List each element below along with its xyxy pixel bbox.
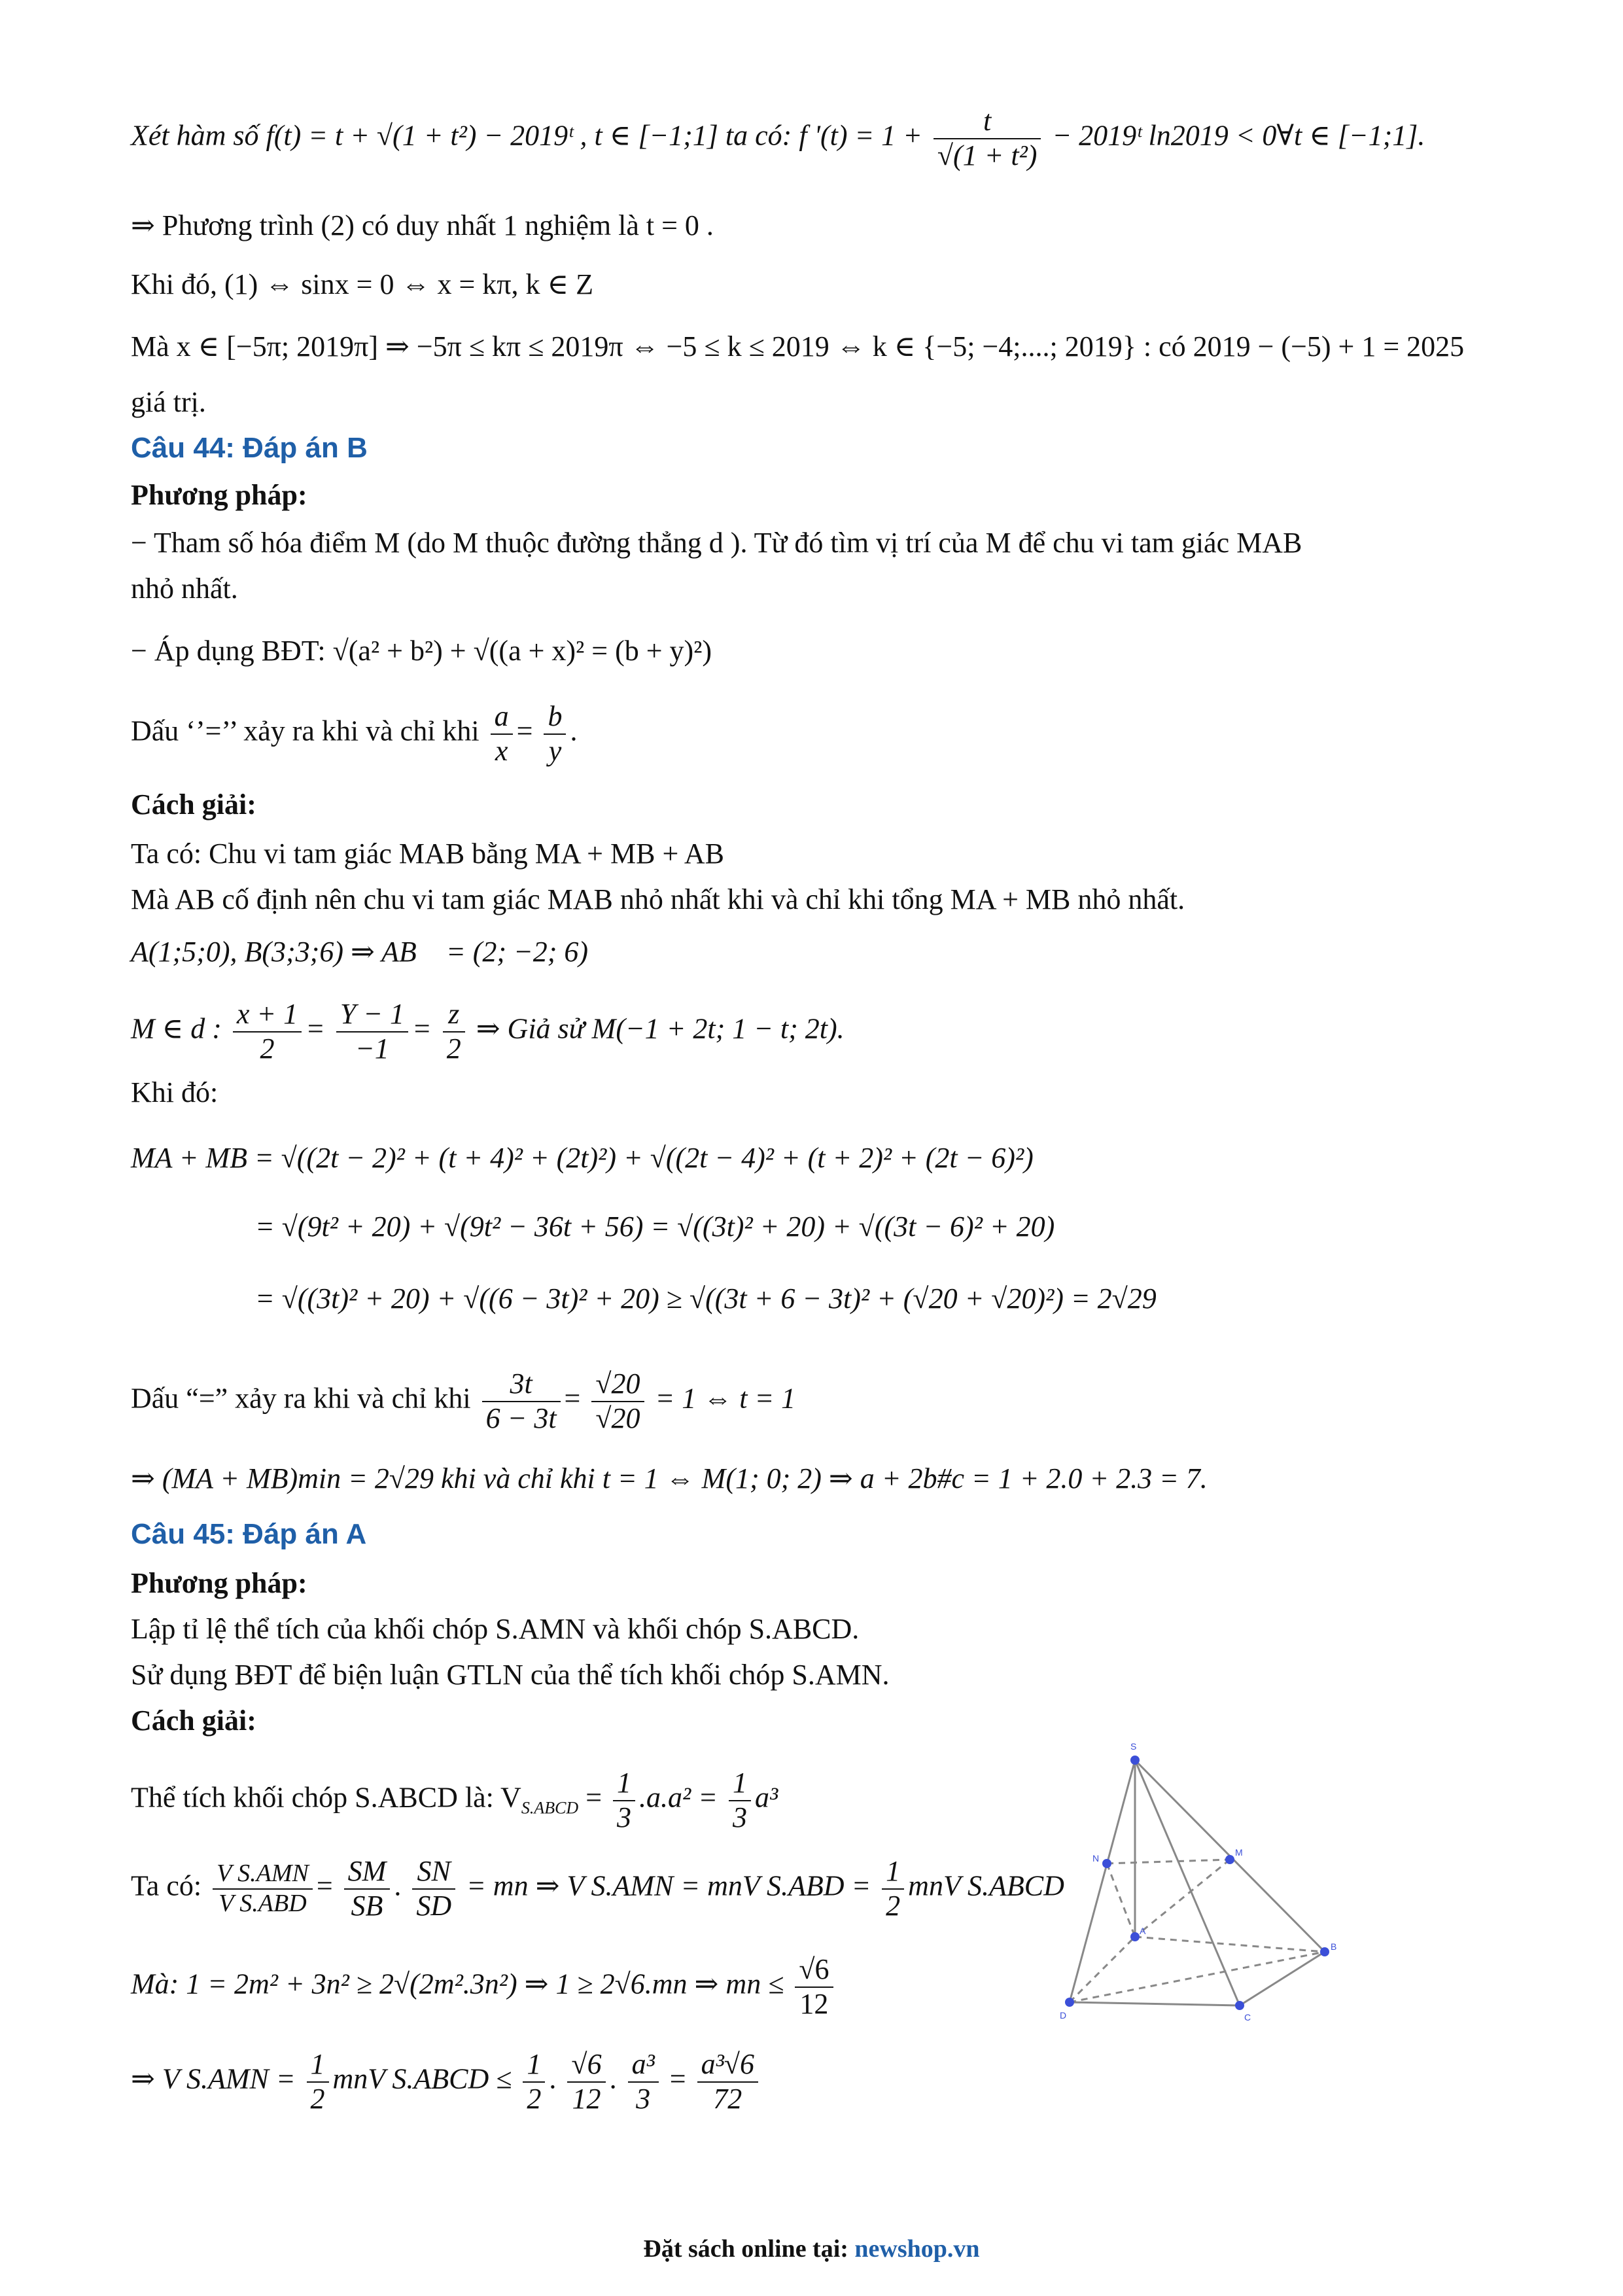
q45-s2-frac-3 bbox=[412, 1855, 455, 1922]
edge-NA bbox=[1107, 1863, 1135, 1937]
edge-NM bbox=[1107, 1860, 1230, 1863]
q45-s2-text: Ta có: bbox=[131, 1869, 202, 1902]
frac-num: Y − 1 bbox=[336, 998, 408, 1033]
q45-solution-4: ⇒ V S.AMN = $\frac{1}{2}$ mnV S.ABCD ≤ $\frac{1}{2}$ . $\frac{√6}{12}$ . $\frac{\text{a³}}{3}$ = $\frac{\text{a³√6}}{72}$ bbox=[131, 2048, 762, 2115]
label-M: M bbox=[1235, 1847, 1243, 1858]
q44-s9-text: Dấu “=” xảy ra khi và chỉ khi bbox=[131, 1382, 471, 1415]
q44-solution-5: Khi đó: bbox=[131, 1076, 218, 1108]
edge-SD bbox=[1070, 1760, 1135, 2002]
q44-solution-9: Dấu “=” xảy ra khi và chỉ khi $\frac{3t}{6 - 3t}$ = $\frac{√20}{√20}$ = 1 ⇔ t = 1 bbox=[131, 1368, 796, 1434]
frac-num: t bbox=[934, 105, 1041, 139]
q44-solution-2: Mà AB cố định nên chu vi tam giác MAB nhỏ nhất khi và chỉ khi tổng MA + MB nhỏ nhất. bbox=[131, 883, 1185, 915]
q44-s9-frac-1 bbox=[482, 1368, 561, 1435]
frac-num: x + 1 bbox=[233, 998, 302, 1033]
edge-DC bbox=[1070, 2002, 1240, 2005]
line-1 bbox=[131, 105, 1425, 172]
line-2: ⇒ Phương trình (2) có duy nhất 1 nghiệm là t = 0 . bbox=[131, 209, 714, 241]
frac-den: SB bbox=[351, 1889, 383, 1922]
q45-s1-text: Thể tích khối chóp S.ABCD là: V bbox=[131, 1781, 521, 1814]
frac-num: √6 bbox=[567, 2048, 605, 2083]
q45-s1-frac-2 bbox=[729, 1767, 751, 1834]
line-1-fraction bbox=[934, 105, 1041, 172]
q44-method-2: nhỏ nhất. bbox=[131, 573, 238, 605]
q45-method-label: Phương pháp: bbox=[131, 1567, 307, 1599]
q45-solution-2: Ta có: $\frac{\text{V S.AMN}}{\text{V S.ABD}}$ = $\frac{SM}{SB}$ . $\frac{SN}{SD}$ = mn ⇒ V S.AMN = mnV S.ABD = $\frac{1}{2}$ mnV S.ABCD bbox=[131, 1855, 1064, 1922]
frac-den: 2 bbox=[260, 1032, 275, 1065]
q45-s4-frac-2 bbox=[523, 2048, 545, 2115]
frac-num: 1 bbox=[523, 2048, 545, 2083]
q45-s4-eq: = bbox=[669, 2062, 686, 2095]
frac-num: a³√6 bbox=[697, 2048, 758, 2083]
q45-s4-text: ⇒ V S.AMN = bbox=[131, 2062, 296, 2095]
q45-solution-label: Cách giải: bbox=[131, 1704, 256, 1737]
q45-solution-3 bbox=[131, 1953, 837, 2021]
label-N: N bbox=[1092, 1853, 1100, 1863]
q45-s2-frac-4 bbox=[882, 1855, 904, 1922]
frac-num: b bbox=[544, 700, 566, 735]
q44-s4-post: ⇒ Giả sử M(−1 + 2t; 1 − t; 2t). bbox=[476, 1012, 845, 1045]
line-3: Khi đó, (1) ⇔ sinx = 0 ⇔ x = kπ, k ∈ Z bbox=[131, 268, 593, 300]
frac-den: SD bbox=[416, 1889, 452, 1922]
frac-den: √(1 + t²) bbox=[937, 139, 1038, 171]
pyramid-hidden-edges bbox=[1070, 1860, 1325, 2002]
q45-s3-text: Mà: 1 = 2m² + 3n² ≥ 2√(2m².3n²) ⇒ 1 ≥ 2√6.mn ⇒ mn ≤ bbox=[131, 1968, 784, 2000]
point-C bbox=[1235, 2001, 1244, 2010]
line-1-tail: − 2019ᵗ ln2019 < 0∀t ∈ [−1;1]. bbox=[1052, 119, 1425, 152]
q45-s1-mid: .a.a² = bbox=[639, 1781, 718, 1814]
q44-method-3: − Áp dụng BĐT: √(a² + b²) + √((a + x)² = (b + y)²) bbox=[131, 635, 712, 667]
point-M bbox=[1225, 1855, 1234, 1864]
frac-den: 12 bbox=[572, 2082, 601, 2115]
q44-m4-frac-2 bbox=[544, 700, 566, 768]
line-5: giá trị. bbox=[131, 386, 206, 418]
q45-s2-tail: mnV S.ABCD bbox=[908, 1869, 1064, 1902]
point-N bbox=[1102, 1859, 1111, 1868]
q45-solution-1: Thể tích khối chóp S.ABCD là: $V_{S.ABCD}$ = $\frac{1}{3}$ .a.a² = $\frac{1}{3}$ a³ bbox=[131, 1767, 778, 1833]
point-S bbox=[1130, 1756, 1140, 1765]
frac-num: a³ bbox=[628, 2048, 659, 2083]
q45-s3-frac bbox=[795, 1953, 833, 2021]
q44-m4-text: Dấu ‘’=’’ xảy ra khi và chỉ khi bbox=[131, 715, 480, 747]
footer-link[interactable]: newshop.vn bbox=[854, 2235, 980, 2263]
q45-s4-mid: mnV S.ABCD ≤ bbox=[332, 2062, 512, 2095]
label-A: A bbox=[1140, 1926, 1146, 1936]
label-B: B bbox=[1331, 1941, 1337, 1952]
frac-den: V S.ABD bbox=[218, 1889, 307, 1917]
frac-den: 3 bbox=[617, 1801, 632, 1833]
q44-s4-frac-1 bbox=[233, 998, 302, 1065]
label-S: S bbox=[1130, 1741, 1137, 1752]
line-1-text: Xét hàm số f(t) = t + √(1 + t²) − 2019ᵗ , t ∈ [−1;1] ta có: f '(t) = 1 + bbox=[131, 119, 930, 152]
frac-den: 3 bbox=[732, 1801, 747, 1833]
q44-solution-10: ⇒ (MA + MB)min = 2√29 khi và chỉ khi t = 1 ⇔ M(1; 0; 2) ⇒ a + 2b#c = 1 + 2.0 + 2.3 = 7. bbox=[131, 1462, 1208, 1494]
q44-method-label: Phương pháp: bbox=[131, 479, 307, 511]
frac-den: 2 bbox=[310, 2082, 325, 2115]
q44-heading: Câu 44: Đáp án B bbox=[131, 432, 368, 464]
q44-solution-label: Cách giải: bbox=[131, 788, 256, 821]
pyramid-edges bbox=[1070, 1760, 1325, 2005]
q45-method-1: Lập tỉ lệ thể tích của khối chóp S.AMN và khối chóp S.ABCD. bbox=[131, 1613, 860, 1645]
q45-s2-frac-1 bbox=[213, 1860, 313, 1918]
q44-s9-post: = 1 ⇔ t = 1 bbox=[655, 1382, 796, 1415]
frac-num: √6 bbox=[795, 1953, 833, 1988]
q44-solution-7: = √(9t² + 20) + √(9t² − 36t + 56) = √((3t)² + 20) + √((3t − 6)² + 20) bbox=[255, 1210, 1055, 1243]
frac-num: 1 bbox=[729, 1767, 751, 1801]
q44-method-1: − Tham số hóa điểm M (do M thuộc đường thẳng d ). Từ đó tìm vị trí của M để chu vi tam giác MAB bbox=[131, 527, 1302, 559]
frac-num: 1 bbox=[307, 2048, 329, 2083]
label-D: D bbox=[1060, 2010, 1067, 2021]
frac-den: 12 bbox=[799, 1987, 829, 2020]
q44-m4-frac-1 bbox=[491, 700, 513, 768]
label-C: C bbox=[1244, 2012, 1251, 2022]
frac-num: SN bbox=[412, 1855, 455, 1890]
pyramid-points bbox=[1065, 1756, 1329, 2010]
frac-num: 1 bbox=[613, 1767, 635, 1801]
frac-num: 1 bbox=[882, 1855, 904, 1890]
q45-s1-tail: a³ bbox=[754, 1781, 778, 1814]
q45-method-2: Sử dụng BĐT để biện luận GTLN của thể tích khối chóp S.AMN. bbox=[131, 1659, 890, 1691]
q45-s2-frac-2 bbox=[344, 1855, 391, 1922]
q44-solution-8: = √((3t)² + 20) + √((6 − 3t)² + 20) ≥ √((3t + 6 − 3t)² + (√20 + √20)²) = 2√29 bbox=[255, 1282, 1157, 1315]
point-B bbox=[1320, 1947, 1329, 1956]
point-D bbox=[1065, 1998, 1074, 2007]
frac-den: √20 bbox=[595, 1402, 640, 1434]
q44-s4-frac-2 bbox=[336, 998, 408, 1065]
q45-s1-frac-1 bbox=[613, 1767, 635, 1834]
frac-num: √20 bbox=[591, 1368, 644, 1402]
frac-num: V S.AMN bbox=[213, 1860, 313, 1890]
pyramid-figure bbox=[1060, 1740, 1400, 2028]
q44-solution-4: M ∈ d : $\frac{x + 1}{2}$ = $\frac{Y - 1}{-1}$ = $\frac{z}{2}$ ⇒ Giả sử M(−1 + 2t; 1 − t; 2t). bbox=[131, 998, 845, 1065]
q44-s4-text: M ∈ d : bbox=[131, 1012, 222, 1045]
frac-den: 2 bbox=[446, 1032, 461, 1065]
q44-s9-frac-2 bbox=[591, 1368, 644, 1435]
q45-s2-mid: = mn ⇒ V S.AMN = mnV S.ABD = bbox=[466, 1869, 871, 1902]
frac-den: 72 bbox=[713, 2082, 742, 2115]
frac-num: a bbox=[491, 700, 513, 735]
edge-SC bbox=[1135, 1760, 1240, 2005]
line-4: Mà x ∈ [−5π; 2019π] ⇒ −5π ≤ kπ ≤ 2019π ⇔ −5 ≤ k ≤ 2019 ⇔ k ∈ {−5; −4;....; 2019} : có 2019 − (−5) + 1 = 2025 bbox=[131, 330, 1465, 362]
frac-den: 3 bbox=[636, 2082, 651, 2115]
frac-num: SM bbox=[344, 1855, 391, 1890]
frac-den: 2 bbox=[527, 2082, 542, 2115]
q44-solution-3: A(1;5;0), B(3;3;6) ⇒ AB⃗ = (2; −2; 6) bbox=[131, 936, 589, 968]
point-A bbox=[1130, 1932, 1140, 1941]
q44-solution-6: MA + MB = √((2t − 2)² + (t + 4)² + (2t)²) + √((2t − 4)² + (t + 2)² + (2t − 6)²) bbox=[131, 1142, 1034, 1174]
frac-den: 2 bbox=[886, 1889, 901, 1922]
page-footer bbox=[0, 2234, 1623, 2263]
q44-method-4: Dấu ‘’=’’ xảy ra khi và chỉ khi $\frac{a}{x}$ = $\frac{b}{y}$ . bbox=[131, 700, 578, 767]
frac-num: 3t bbox=[482, 1368, 561, 1402]
frac-den: y bbox=[548, 734, 562, 767]
frac-den: 6 − 3t bbox=[485, 1402, 557, 1434]
q45-s1-sub: S.ABCD bbox=[521, 1798, 579, 1818]
q45-s4-frac-4 bbox=[628, 2048, 659, 2115]
q45-s4-frac-3 bbox=[567, 2048, 605, 2115]
edge-AB bbox=[1135, 1937, 1325, 1952]
q45-heading: Câu 45: Đáp án A bbox=[131, 1518, 367, 1550]
q45-s4-frac-5 bbox=[697, 2048, 758, 2115]
q45-s4-frac-1 bbox=[307, 2048, 329, 2115]
frac-num: z bbox=[443, 998, 465, 1033]
frac-den: −1 bbox=[355, 1032, 389, 1065]
q44-solution-1: Ta có: Chu vi tam giác MAB bằng MA + MB + AB bbox=[131, 838, 724, 870]
footer-text: Đặt sách online tại: bbox=[643, 2235, 855, 2263]
frac-den: x bbox=[495, 734, 508, 767]
q44-s4-frac-3 bbox=[443, 998, 465, 1065]
